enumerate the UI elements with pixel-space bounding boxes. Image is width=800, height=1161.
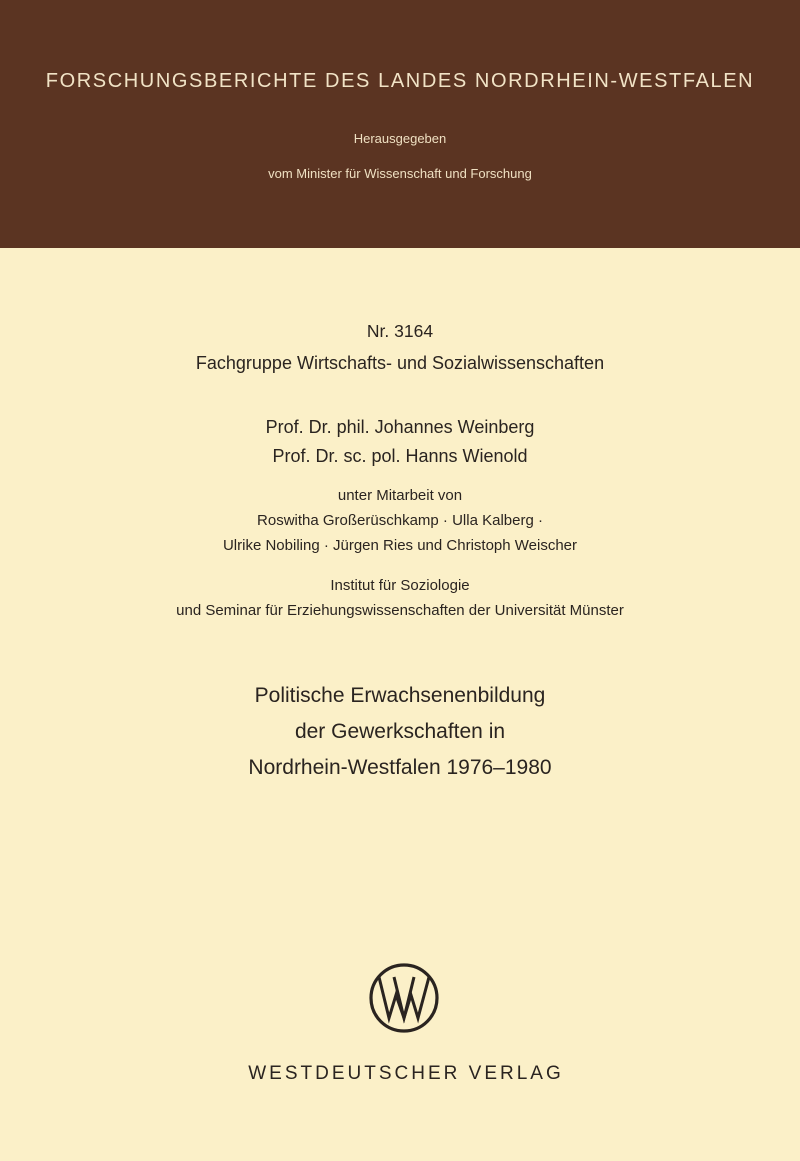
book-title-line-1: Politische Erwachsenenbildung — [254, 684, 546, 707]
collaborators-line-2: Ulrike Nobiling · Jürgen Ries und Christoph Weischer — [222, 537, 578, 554]
report-number: Nr. 3164 — [366, 321, 434, 341]
institution-line-1: Institut für Soziologie — [330, 577, 470, 594]
collaboration-intro: unter Mitarbeit von — [337, 487, 463, 504]
institution-line-2: und Seminar für Erziehungswissenschaften der Universität Münster — [176, 602, 624, 619]
series-title: FORSCHUNGSBERICHTE DES LANDES NORDRHEIN-WESTFALEN — [45, 70, 755, 92]
collaborators-line-1: Roswitha Großerüschkamp · Ulla Kalberg · — [257, 512, 543, 529]
editor-name: vom Minister für Wissenschaft und Forschung — [268, 166, 532, 181]
department: Fachgruppe Wirtschafts- und Sozialwissenschaften — [195, 353, 605, 373]
editor-label: Herausgegeben — [353, 131, 447, 146]
publisher-name: WESTDEUTSCHER VERLAG — [248, 1063, 564, 1084]
series-header-band — [0, 0, 800, 248]
book-title-line-3: Nordrhein-Westfalen 1976–1980 — [248, 756, 552, 779]
wv-logo-icon — [368, 962, 440, 1034]
book-title-line-2: der Gewerkschaften in — [294, 720, 506, 743]
author-2: Prof. Dr. sc. pol. Hanns Wienold — [272, 446, 528, 466]
author-1: Prof. Dr. phil. Johannes Weinberg — [265, 417, 535, 437]
